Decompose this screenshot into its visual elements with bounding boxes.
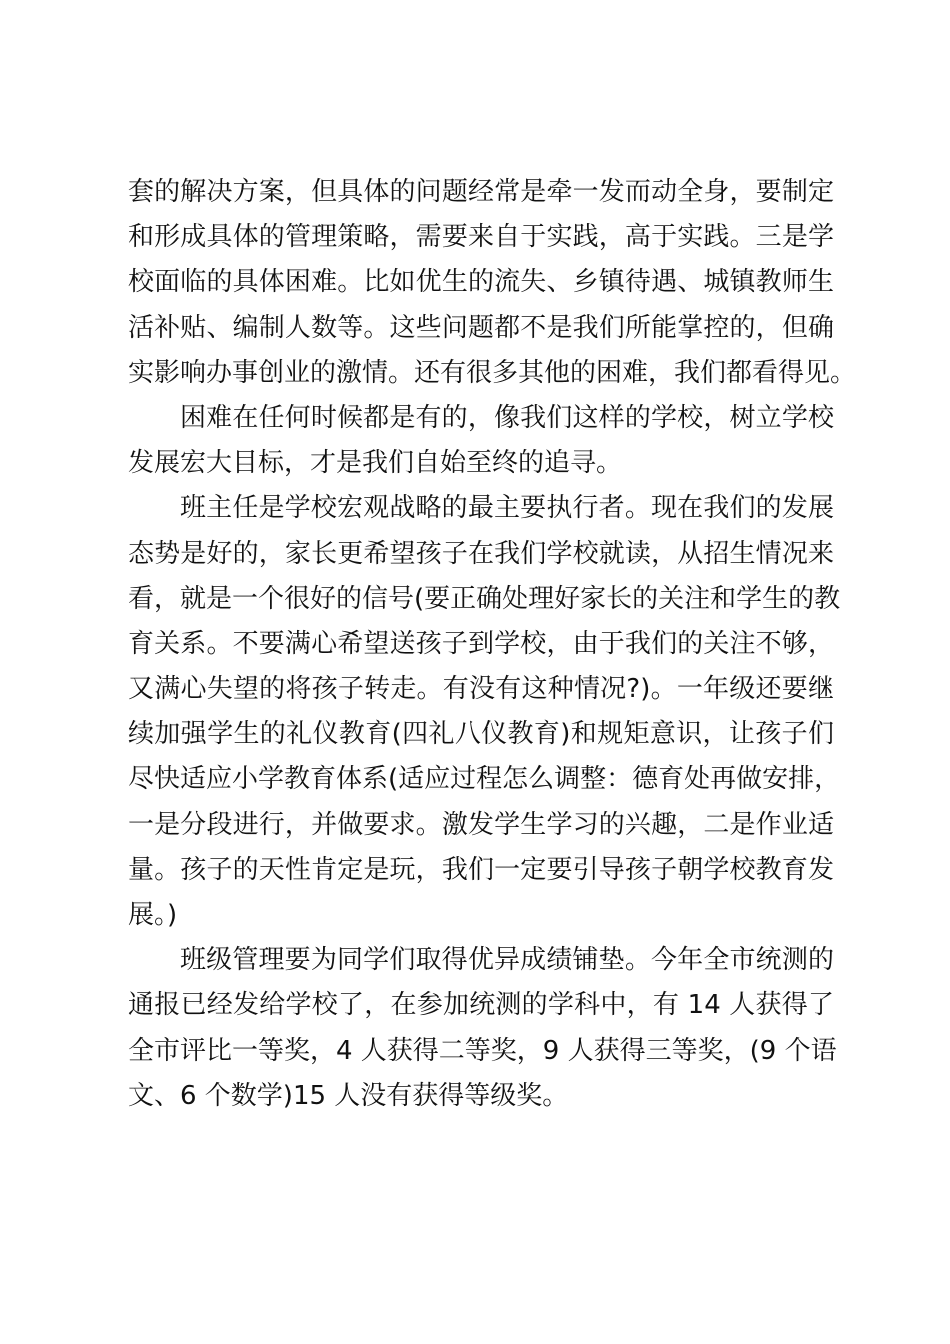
paragraph-3 bbox=[128, 486, 841, 938]
text-line: 态势是好的，家长更希望孩子在我们学校就读，从招生情况来 bbox=[128, 538, 834, 569]
document-page bbox=[128, 170, 857, 1119]
text-line: 育关系。不要满心希望送孩子到学校，由于我们的关注不够， bbox=[128, 628, 834, 659]
text-line: 套的解决方案，但具体的问题经常是牵一发而动全身，要制定 bbox=[128, 177, 834, 207]
paragraph-2 bbox=[128, 396, 834, 486]
text-line: 尽快适应小学教育体系(适应过程怎么调整：德育处再做安排， bbox=[128, 764, 841, 795]
text-line: 通报已经发给学校了，在参加统测的学科中，有 14 人获得了 bbox=[128, 990, 834, 1021]
text-line: 活补贴、编制人数等。这些问题都不是我们所能掌控的，但确 bbox=[128, 312, 834, 343]
text-line: 展。) bbox=[128, 900, 178, 930]
text-line: 全市评比一等奖，4 人获得二等奖，9 人获得三等奖，(9 个语 bbox=[128, 1035, 837, 1066]
text-line: 又满心失望的将孩子转走。有没有这种情况?)。一年级还要继 bbox=[128, 674, 834, 705]
text-line: 发展宏大目标，才是我们自始至终的追寻。 bbox=[128, 448, 623, 479]
text-line: 续加强学生的礼仪教育(四礼八仪教育)和规矩意识，让孩子们 bbox=[128, 719, 834, 750]
paragraph-4 bbox=[128, 938, 837, 1119]
text-line: 量。孩子的天性肯定是玩，我们一定要引导孩子朝学校教育发 bbox=[128, 854, 834, 885]
text-line: 文、6 个数学)15 人没有获得等级奖。 bbox=[128, 1080, 569, 1111]
text-line: 困难在任何时候都是有的，像我们这样的学校，树立学校 bbox=[180, 402, 834, 433]
text-line: 校面临的具体困难。比如优生的流失、乡镇待遇、城镇教师生 bbox=[128, 267, 834, 298]
paragraph-1 bbox=[128, 170, 857, 396]
text-line: 班主任是学校宏观战略的最主要执行者。现在我们的发展 bbox=[180, 493, 834, 524]
text-line: 一是分段进行，并做要求。激发学生学习的兴趣，二是作业适 bbox=[128, 809, 834, 840]
text-line: 实影响办事创业的激情。还有很多其他的困难，我们都看得见。 bbox=[128, 357, 857, 388]
text-line: 看，就是一个很好的信号(要正确处理好家长的关注和学生的教 bbox=[128, 583, 841, 614]
text-line: 班级管理要为同学们取得优异成绩铺垫。今年全市统测的 bbox=[180, 945, 834, 976]
text-line: 和形成具体的管理策略，需要来自于实践，高于实践。三是学 bbox=[128, 222, 834, 253]
